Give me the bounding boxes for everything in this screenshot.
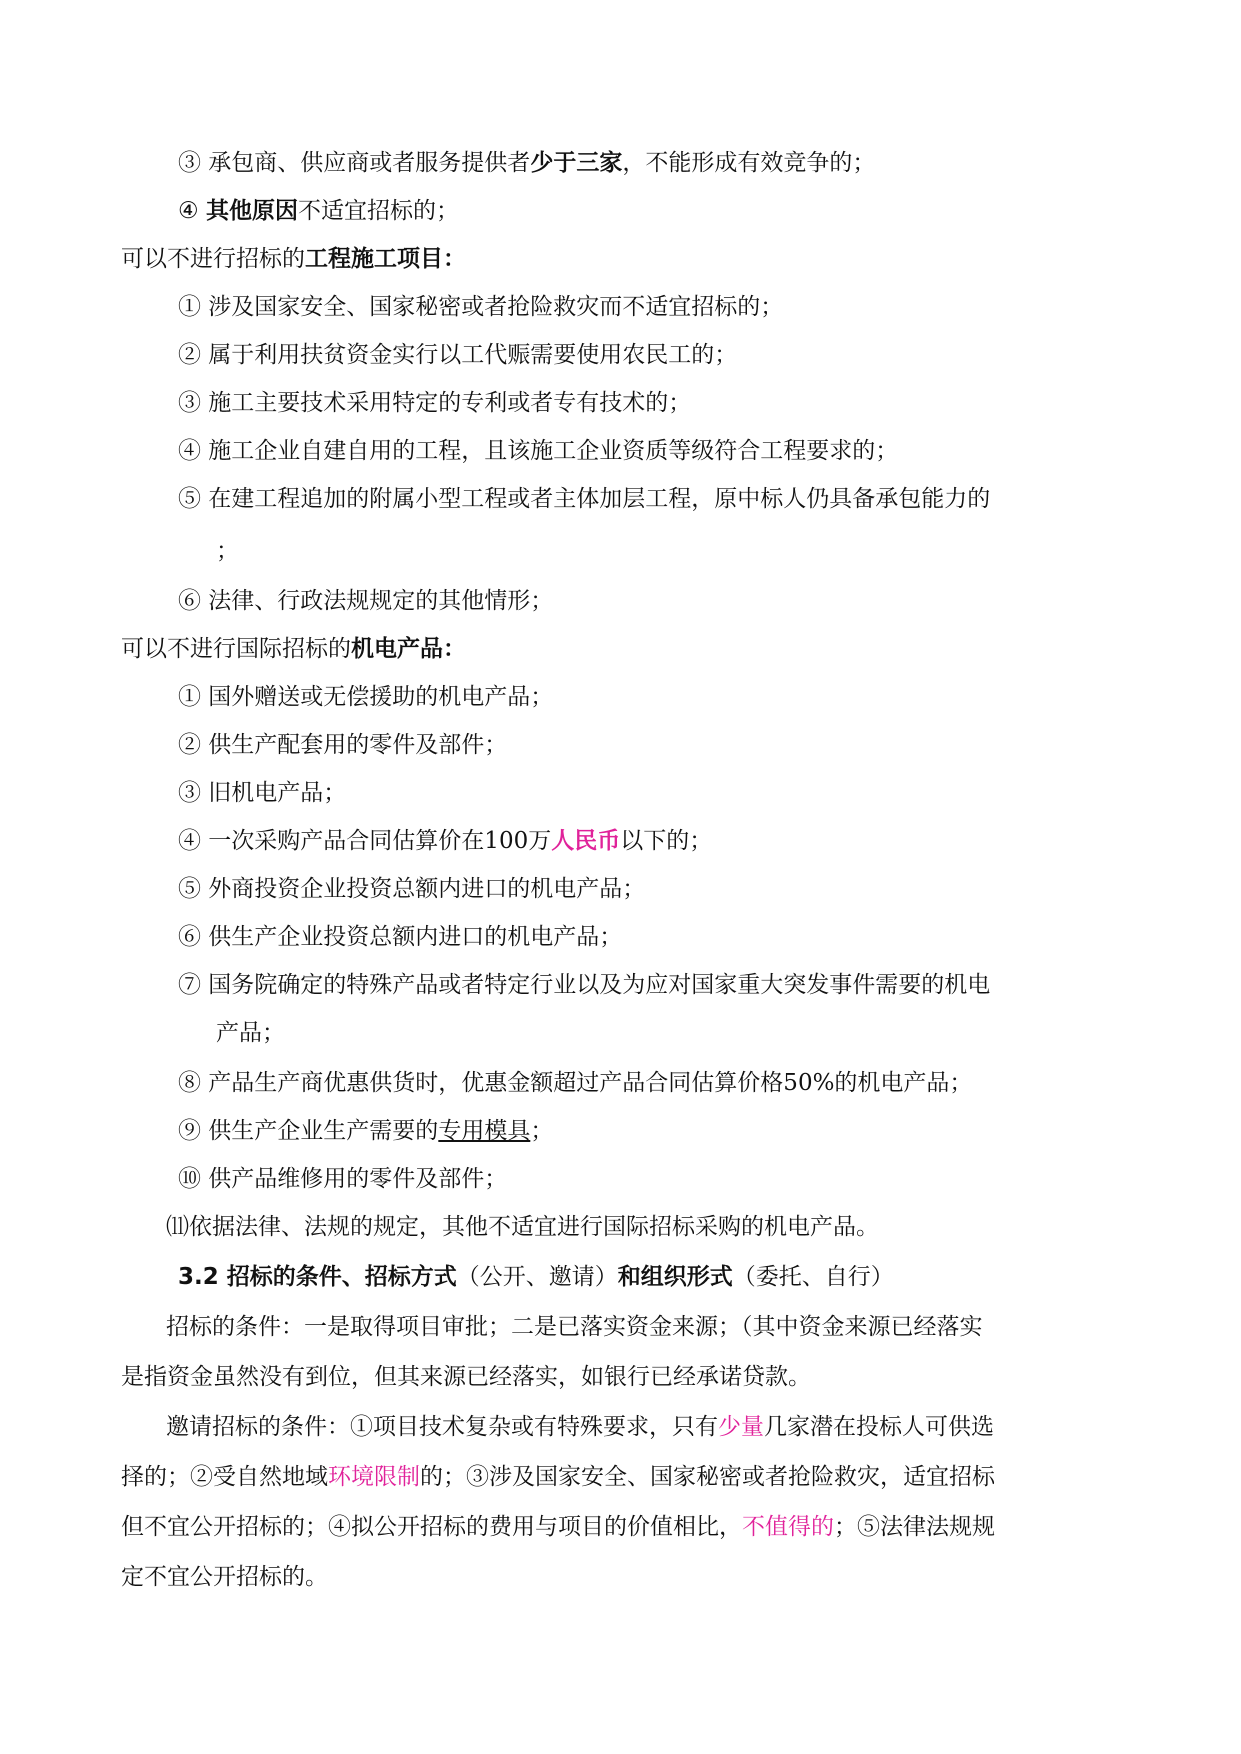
product-item-7-continued: 产品； [216,1020,285,1046]
product-item-6: ⑥ 供生产企业投资总额内进口的机电产品； [178,924,623,950]
paragraph-bidding-conditions-2: 是指资金虽然没有到位，但其来源已经落实，如银行已经承诺贷款。 [121,1364,811,1390]
construction-item-1: ① 涉及国家安全、国家秘密或者抢险救灾而不适宜招标的； [178,294,784,320]
construction-item-4: ④ 施工企业自建自用的工程，且该施工企业资质等级符合工程要求的； [178,438,899,464]
product-item-2: ② 供生产配套用的零件及部件； [178,732,508,758]
heading-electromechanical-products: 可以不进行国际招标的机电产品： [121,636,466,662]
product-item-5: ⑤ 外商投资企业投资总额内进口的机电产品； [178,876,646,902]
product-item-11: ⑾依据法律、法规的规定，其他不适宜进行国际招标采购的机电产品。 [166,1214,879,1240]
product-item-9: ⑨ 供生产企业生产需要的专用模具； [178,1118,554,1144]
paragraph-invited-bidding-2: 择的；②受自然地域环境限制的；③涉及国家安全、国家秘密或者抢险救灾，适宜招标 [121,1464,995,1490]
paragraph-invited-bidding-1: 邀请招标的条件：①项目技术复杂或有特殊要求，只有少量几家潜在投标人可供选 [166,1414,994,1440]
paragraph-invited-bidding-3: 但不宜公开招标的；④拟公开招标的费用与项目的价值相比，不值得的；⑤法律法规规 [121,1514,995,1540]
construction-item-5-continued: ； [216,538,239,564]
paragraph-bidding-conditions-1: 招标的条件：一是取得项目审批；二是已落实资金来源；（其中资金来源已经落实 [166,1314,983,1340]
product-item-4: ④ 一次采购产品合同估算价在100万人民币以下的； [178,828,713,854]
product-item-10: ⑩ 供产品维修用的零件及部件； [178,1166,508,1192]
construction-item-5: ⑤ 在建工程追加的附属小型工程或者主体加层工程，原中标人仍具备承包能力的 [178,486,991,512]
product-item-3: ③ 旧机电产品； [178,780,347,806]
construction-item-2: ② 属于利用扶贫资金实行以工代赈需要使用农民工的； [178,342,738,368]
product-item-7: ⑦ 国务院确定的特殊产品或者特定行业以及为应对国家重大突发事件需要的机电 [178,972,991,998]
heading-construction-projects: 可以不进行招标的工程施工项目： [121,246,466,272]
item-4-other-reasons: ④ 其他原因不适宜招标的； [178,198,459,224]
section-heading-3-2: 3.2 招标的条件、招标方式（公开、邀请）和组织形式（委托、自行） [178,1264,894,1290]
product-item-8: ⑧ 产品生产商优惠供货时，优惠金额超过产品合同估算价格50%的机电产品； [178,1070,973,1096]
item-3-contractors: ③ 承包商、供应商或者服务提供者少于三家，不能形成有效竞争的； [178,150,876,176]
construction-item-3: ③ 施工主要技术采用特定的专利或者专有技术的； [178,390,692,416]
construction-item-6: ⑥ 法律、行政法规规定的其他情形； [178,588,554,614]
paragraph-invited-bidding-4: 定不宜公开招标的。 [121,1564,328,1590]
product-item-1: ① 国外赠送或无偿援助的机电产品； [178,684,554,710]
